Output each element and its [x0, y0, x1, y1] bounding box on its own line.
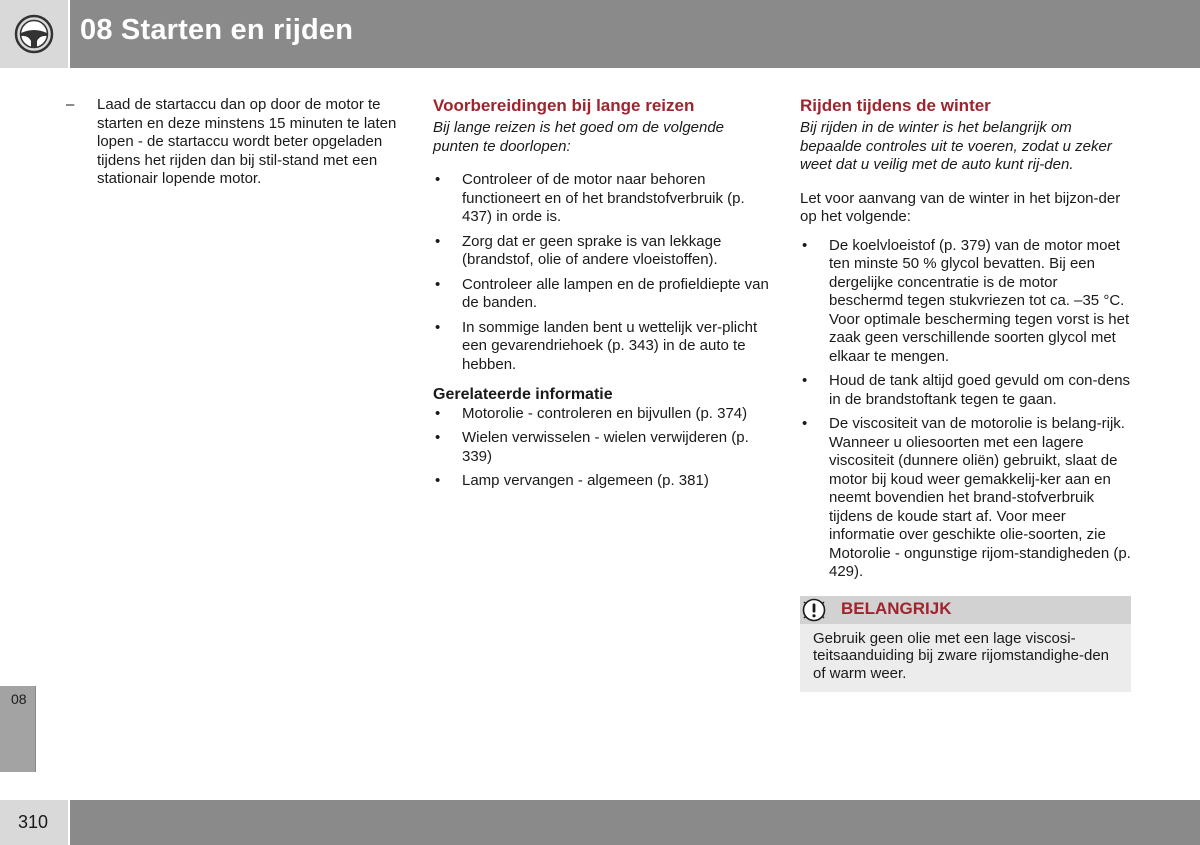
- bullet-icon: •: [435, 429, 441, 446]
- related-link-text[interactable]: Motorolie - controleren en bijvullen (p. 374): [462, 404, 748, 422]
- list-item-text: De koelvloeistof (p. 379) van de motor moet ten minste 50 % glycol bevatten. Bij een dergelijke concentratie is de motor beschermd tegen stukvriezen tot ca. –35 °C. Voor optimale bescherming tegen vorst is het zaak geen verschillende soorten glycol met elkaar te mengen.: [829, 236, 1130, 365]
- dash-marker: –: [66, 96, 75, 113]
- important-text: Gebruik geen olie met een lage viscosi-teitsaanduiding bij zware rijomstandighe-den of warm weer.: [813, 629, 1110, 682]
- dash-item-text: Laad de startaccu dan op door de motor te starten en deze minstens 15 minuten te laten lopen - de startaccu wordt beter opgeladen tijdens het rijden dan bij stil-stand met een stationair lopende motor.: [97, 96, 397, 187]
- bullet-icon: •: [435, 232, 441, 250]
- list-item-text: Controleer of de motor naar behoren functioneert en of het brandstofverbruik (p. 437) in orde is.: [462, 171, 745, 225]
- section-title-winter: Rijden tijdens de winter: [800, 96, 991, 115]
- list-item: [433, 233, 773, 270]
- list-item-text: Controleer alle lampen en de profieldiepte van de banden.: [462, 275, 769, 311]
- list-item: [433, 171, 773, 227]
- chapter-title: 08 Starten en rijden: [80, 14, 354, 46]
- important-notice: [800, 596, 1131, 693]
- page-number: 310: [18, 812, 49, 832]
- section-title-long-trips: Voorbereidingen bij lange reizen: [433, 96, 695, 115]
- related-link-text[interactable]: Lamp vervangen - algemeen (p. 381): [462, 472, 709, 489]
- list-item-text: De viscositeit van de motorolie is belang-rijk. Wanneer u oliesoorten met een lagere viscositeit (dunnere oliën) gebruikt, slaat de motor bij koud weer gemakkelij-ker aan en neemt bovendien het brand-stofverbruik tijdens de koude start af. Voor meer informatie over geschikte olie-soorten, zie Motorolie - ongunstige rijom-standigheden (p. 429).: [829, 415, 1131, 580]
- list-item: [433, 319, 773, 375]
- related-link[interactable]: [433, 405, 773, 424]
- column-1: [66, 96, 406, 189]
- related-link[interactable]: [433, 429, 773, 466]
- winter-checklist: [800, 237, 1135, 582]
- important-title: BELANGRIJK: [841, 598, 952, 618]
- bullet-icon: •: [435, 318, 441, 336]
- related-link-text[interactable]: Wielen verwisselen - wielen verwijderen (p. 339): [462, 429, 749, 465]
- dash-list-item: [66, 96, 406, 189]
- column-2: [433, 96, 773, 497]
- section-intro: Bij rijden in de winter is het belangrijk om bepaalde controles uit te voeren, zodat u zeker weet dat u veilig met de auto kunt rij-den.: [800, 119, 1112, 173]
- related-info-heading: Gerelateerde informatie: [433, 386, 613, 403]
- header-logo-box: [0, 0, 68, 68]
- steering-wheel-icon: [14, 14, 54, 54]
- warning-exclamation-icon: [802, 598, 826, 622]
- important-header: [800, 596, 1131, 624]
- bullet-icon: •: [435, 472, 441, 489]
- bullet-icon: •: [802, 236, 808, 254]
- footer-bar: [70, 800, 1200, 845]
- list-item: [800, 372, 1135, 409]
- list-item-text: Zorg dat er geen sprake is van lekkage (brandstof, olie of andere vloeistoffen).: [462, 232, 722, 268]
- checklist: [433, 171, 773, 374]
- list-item-text: In sommige landen bent u wettelijk ver-plicht een gevarendriehoek (p. 343) in de auto te hebben.: [462, 318, 758, 373]
- bullet-icon: •: [802, 415, 808, 432]
- side-tab-label: 08: [11, 691, 27, 707]
- section-paragraph: Let voor aanvang van de winter in het bijzon-der op het volgende:: [800, 189, 1121, 225]
- bullet-icon: •: [435, 404, 441, 422]
- bullet-icon: •: [435, 275, 441, 293]
- list-item: [800, 415, 1135, 582]
- page-number-box: [0, 800, 68, 845]
- list-item-text: Houd de tank altijd goed gevuld om con-dens in de brandstoftank tegen te gaan.: [829, 372, 1131, 408]
- column-3: [800, 96, 1135, 692]
- bullet-icon: •: [435, 171, 441, 188]
- bullet-icon: •: [802, 372, 808, 389]
- list-item: [800, 237, 1135, 367]
- list-item: [433, 276, 773, 313]
- related-link[interactable]: [433, 472, 773, 491]
- chapter-side-tab: [0, 686, 36, 772]
- related-links: [433, 405, 773, 491]
- section-intro: Bij lange reizen is het goed om de volgende punten te doorlopen:: [433, 119, 725, 155]
